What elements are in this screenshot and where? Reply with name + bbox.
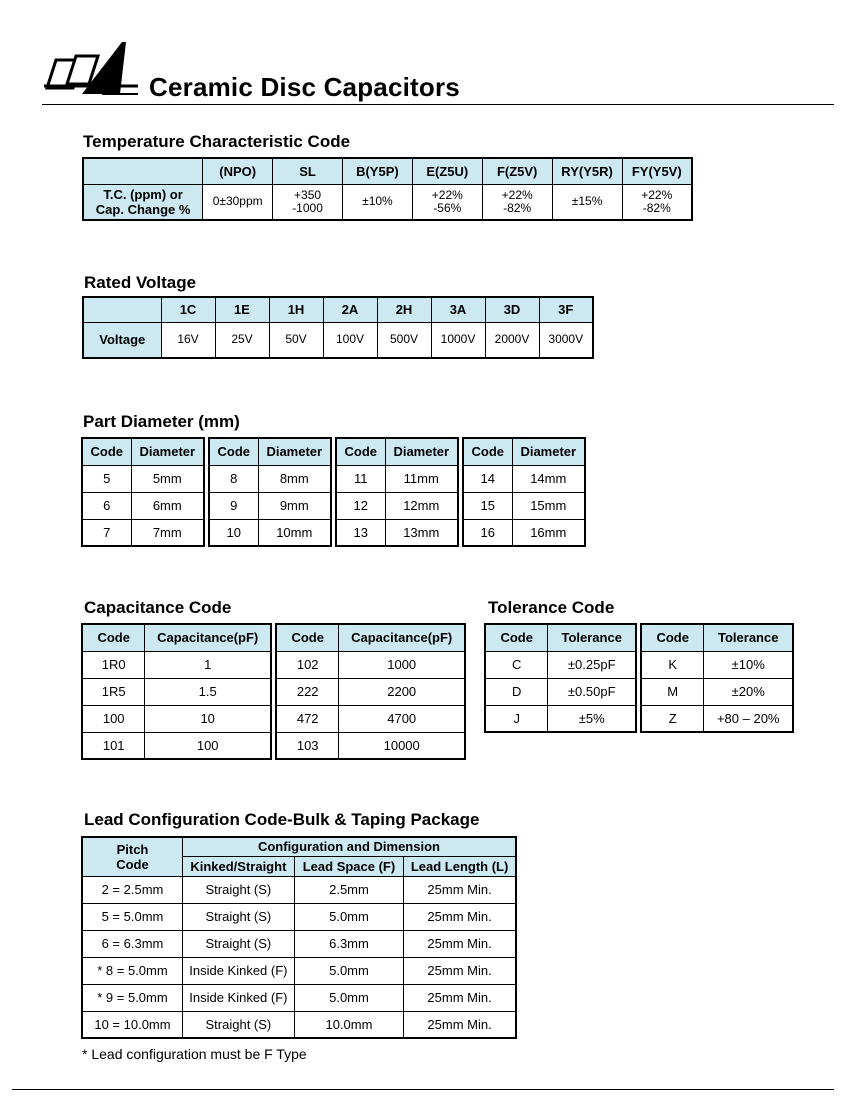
tolerance-code: C bbox=[485, 651, 548, 678]
diameter-col-code: Code bbox=[463, 438, 512, 465]
voltage-col-header: 3A bbox=[431, 297, 485, 322]
lead-pitch: 2 = 2.5mm bbox=[82, 876, 182, 903]
voltage-value: 3000V bbox=[539, 322, 593, 358]
diameter-table bbox=[208, 437, 332, 547]
lead-length: 25mm Min. bbox=[404, 903, 516, 930]
capacitance-table bbox=[81, 623, 272, 760]
tolerance-value: +80 – 20% bbox=[704, 705, 793, 732]
lead-space: 2.5mm bbox=[294, 876, 403, 903]
lead-space: 10.0mm bbox=[294, 1011, 403, 1038]
diameter-code: 11 bbox=[336, 465, 385, 492]
diameter-value: 6mm bbox=[131, 492, 204, 519]
capacitance-code: 1R5 bbox=[82, 678, 145, 705]
diameter-value: 10mm bbox=[258, 519, 331, 546]
temperature-value: 0±30ppm bbox=[203, 184, 273, 220]
temperature-value: +350 -1000 bbox=[273, 184, 343, 220]
temperature-col-header: E(Z5U) bbox=[412, 158, 482, 184]
capacitance-value: 1.5 bbox=[145, 678, 271, 705]
temperature-row-label bbox=[83, 184, 203, 220]
diameter-table bbox=[462, 437, 586, 547]
diameter-code: 13 bbox=[336, 519, 385, 546]
diameter-table bbox=[81, 437, 205, 547]
voltage-col-header: 3F bbox=[539, 297, 593, 322]
tolerance-code: D bbox=[485, 678, 548, 705]
diameter-value: 9mm bbox=[258, 492, 331, 519]
tolerance-col-value: Tolerance bbox=[548, 624, 636, 651]
tolerance-value: ±5% bbox=[548, 705, 636, 732]
tolerance-value: ±20% bbox=[704, 678, 793, 705]
diameter-code: 14 bbox=[463, 465, 512, 492]
voltage-col-header: 3D bbox=[485, 297, 539, 322]
temperature-value: +22% -82% bbox=[482, 184, 552, 220]
capacitance-code: 102 bbox=[276, 651, 339, 678]
page-title: Ceramic Disc Capacitors bbox=[149, 72, 460, 102]
diameter-col-value: Diameter bbox=[258, 438, 331, 465]
tolerance-value: ±10% bbox=[704, 651, 793, 678]
lead-kinked: Straight (S) bbox=[182, 876, 294, 903]
tolerance-value: ±0.25pF bbox=[548, 651, 636, 678]
lead-space: 6.3mm bbox=[294, 930, 403, 957]
lead-pitch: 6 = 6.3mm bbox=[82, 930, 182, 957]
voltage-value: 100V bbox=[323, 322, 377, 358]
diameter-code: 15 bbox=[463, 492, 512, 519]
voltage-col-header: 2H bbox=[377, 297, 431, 322]
diameter-col-value: Diameter bbox=[385, 438, 458, 465]
lead-col-space: Lead Space (F) bbox=[294, 856, 403, 876]
lead-length: 25mm Min. bbox=[404, 957, 516, 984]
lead-kinked: Inside Kinked (F) bbox=[182, 984, 294, 1011]
capacitance-heading: Capacitance Code bbox=[84, 598, 232, 617]
temperature-table bbox=[82, 157, 693, 221]
temperature-corner-cell bbox=[83, 158, 203, 184]
diameter-code: 10 bbox=[209, 519, 258, 546]
voltage-value: 2000V bbox=[485, 322, 539, 358]
lead-table bbox=[81, 836, 517, 1039]
voltage-value: 1000V bbox=[431, 322, 485, 358]
lead-length: 25mm Min. bbox=[404, 984, 516, 1011]
voltage-col-header: 2A bbox=[323, 297, 377, 322]
voltage-heading: Rated Voltage bbox=[84, 273, 197, 292]
diameter-col-value: Diameter bbox=[512, 438, 585, 465]
lead-footnote: * Lead configuration must be F Type bbox=[82, 1046, 307, 1062]
lead-pitch-header-line2: Code bbox=[116, 856, 149, 872]
diameter-value: 5mm bbox=[131, 465, 204, 492]
capacitance-col-code: Code bbox=[82, 624, 145, 651]
lead-length: 25mm Min. bbox=[404, 1011, 516, 1038]
temperature-col-header: RY(Y5R) bbox=[552, 158, 622, 184]
footer-divider bbox=[12, 1089, 834, 1090]
lead-space: 5.0mm bbox=[294, 957, 403, 984]
lead-kinked: Straight (S) bbox=[182, 1011, 294, 1038]
diameter-col-code: Code bbox=[209, 438, 258, 465]
lead-heading: Lead Configuration Code-Bulk & Taping Package bbox=[84, 810, 480, 829]
diameter-value: 11mm bbox=[385, 465, 458, 492]
capacitance-value: 10000 bbox=[339, 732, 465, 759]
temperature-col-header: (NPO) bbox=[203, 158, 273, 184]
tolerance-col-code: Code bbox=[485, 624, 548, 651]
lead-space: 5.0mm bbox=[294, 984, 403, 1011]
tolerance-code: Z bbox=[641, 705, 704, 732]
lead-pitch-header-line1: Pitch bbox=[116, 841, 149, 857]
lead-col-kinked: Kinked/Straight bbox=[182, 856, 294, 876]
capacitance-col-value: Capacitance(pF) bbox=[339, 624, 465, 651]
diameter-code: 7 bbox=[82, 519, 131, 546]
temperature-value: ±10% bbox=[342, 184, 412, 220]
voltage-table bbox=[82, 296, 594, 359]
lead-group-header: Configuration and Dimension bbox=[182, 837, 516, 856]
diameter-code: 9 bbox=[209, 492, 258, 519]
temperature-col-header: SL bbox=[273, 158, 343, 184]
temperature-value: ±15% bbox=[552, 184, 622, 220]
temperature-col-header: B(Y5P) bbox=[342, 158, 412, 184]
capacitance-col-value: Capacitance(pF) bbox=[145, 624, 271, 651]
capacitance-code: 103 bbox=[276, 732, 339, 759]
diameter-value: 13mm bbox=[385, 519, 458, 546]
tolerance-value: ±0.50pF bbox=[548, 678, 636, 705]
capacitance-table bbox=[275, 623, 466, 760]
temperature-col-header: FY(Y5V) bbox=[622, 158, 692, 184]
lead-kinked: Straight (S) bbox=[182, 930, 294, 957]
lead-col-length: Lead Length (L) bbox=[404, 856, 516, 876]
temperature-heading: Temperature Characteristic Code bbox=[83, 132, 351, 151]
lead-kinked: Straight (S) bbox=[182, 903, 294, 930]
tolerance-table bbox=[640, 623, 794, 733]
tolerance-code: J bbox=[485, 705, 548, 732]
tolerance-col-value: Tolerance bbox=[704, 624, 793, 651]
diameter-col-value: Diameter bbox=[131, 438, 204, 465]
capacitance-code: 100 bbox=[82, 705, 145, 732]
diameter-col-code: Code bbox=[82, 438, 131, 465]
diameter-code: 12 bbox=[336, 492, 385, 519]
temperature-row-label-line2: Cap. Change % bbox=[95, 201, 191, 217]
lead-kinked: Inside Kinked (F) bbox=[182, 957, 294, 984]
lead-pitch: * 8 = 5.0mm bbox=[82, 957, 182, 984]
capacitance-value: 2200 bbox=[339, 678, 465, 705]
tolerance-heading: Tolerance Code bbox=[488, 598, 615, 617]
diameter-table bbox=[335, 437, 459, 547]
voltage-row-label: Voltage bbox=[83, 322, 161, 358]
lead-length: 25mm Min. bbox=[404, 876, 516, 903]
diameter-value: 7mm bbox=[131, 519, 204, 546]
temperature-value: +22% -56% bbox=[412, 184, 482, 220]
capacitance-code: 101 bbox=[82, 732, 145, 759]
lead-pitch: 5 = 5.0mm bbox=[82, 903, 182, 930]
capacitance-value: 10 bbox=[145, 705, 271, 732]
diameter-value: 8mm bbox=[258, 465, 331, 492]
voltage-value: 50V bbox=[269, 322, 323, 358]
voltage-value: 25V bbox=[215, 322, 269, 358]
voltage-corner-cell bbox=[83, 297, 161, 322]
diameter-code: 6 bbox=[82, 492, 131, 519]
diameter-value: 15mm bbox=[512, 492, 585, 519]
header-divider bbox=[42, 104, 834, 105]
capacitance-code: 1R0 bbox=[82, 651, 145, 678]
lead-pitch: * 9 = 5.0mm bbox=[82, 984, 182, 1011]
diameter-col-code: Code bbox=[336, 438, 385, 465]
diameter-value: 12mm bbox=[385, 492, 458, 519]
diameter-value: 14mm bbox=[512, 465, 585, 492]
voltage-col-header: 1C bbox=[161, 297, 215, 322]
temperature-value: +22% -82% bbox=[622, 184, 692, 220]
diameter-code: 8 bbox=[209, 465, 258, 492]
temperature-col-header: F(Z5V) bbox=[482, 158, 552, 184]
capacitance-value: 1 bbox=[145, 651, 271, 678]
capacitance-value: 4700 bbox=[339, 705, 465, 732]
temperature-row-label-line1: T.C. (ppm) or bbox=[103, 186, 183, 202]
lead-pitch-header bbox=[82, 837, 182, 876]
voltage-col-header: 1H bbox=[269, 297, 323, 322]
capacitance-value: 100 bbox=[145, 732, 271, 759]
capacitance-value: 1000 bbox=[339, 651, 465, 678]
lead-length: 25mm Min. bbox=[404, 930, 516, 957]
lead-pitch: 10 = 10.0mm bbox=[82, 1011, 182, 1038]
tolerance-col-code: Code bbox=[641, 624, 704, 651]
voltage-value: 500V bbox=[377, 322, 431, 358]
capacitance-code: 222 bbox=[276, 678, 339, 705]
tolerance-table bbox=[484, 623, 637, 733]
lead-space: 5.0mm bbox=[294, 903, 403, 930]
company-logo bbox=[42, 38, 142, 100]
diameter-code: 16 bbox=[463, 519, 512, 546]
capacitance-col-code: Code bbox=[276, 624, 339, 651]
voltage-value: 16V bbox=[161, 322, 215, 358]
diameter-code: 5 bbox=[82, 465, 131, 492]
diameter-value: 16mm bbox=[512, 519, 585, 546]
tolerance-code: M bbox=[641, 678, 704, 705]
tolerance-code: K bbox=[641, 651, 704, 678]
capacitance-code: 472 bbox=[276, 705, 339, 732]
diameter-heading: Part Diameter (mm) bbox=[83, 412, 240, 431]
voltage-col-header: 1E bbox=[215, 297, 269, 322]
